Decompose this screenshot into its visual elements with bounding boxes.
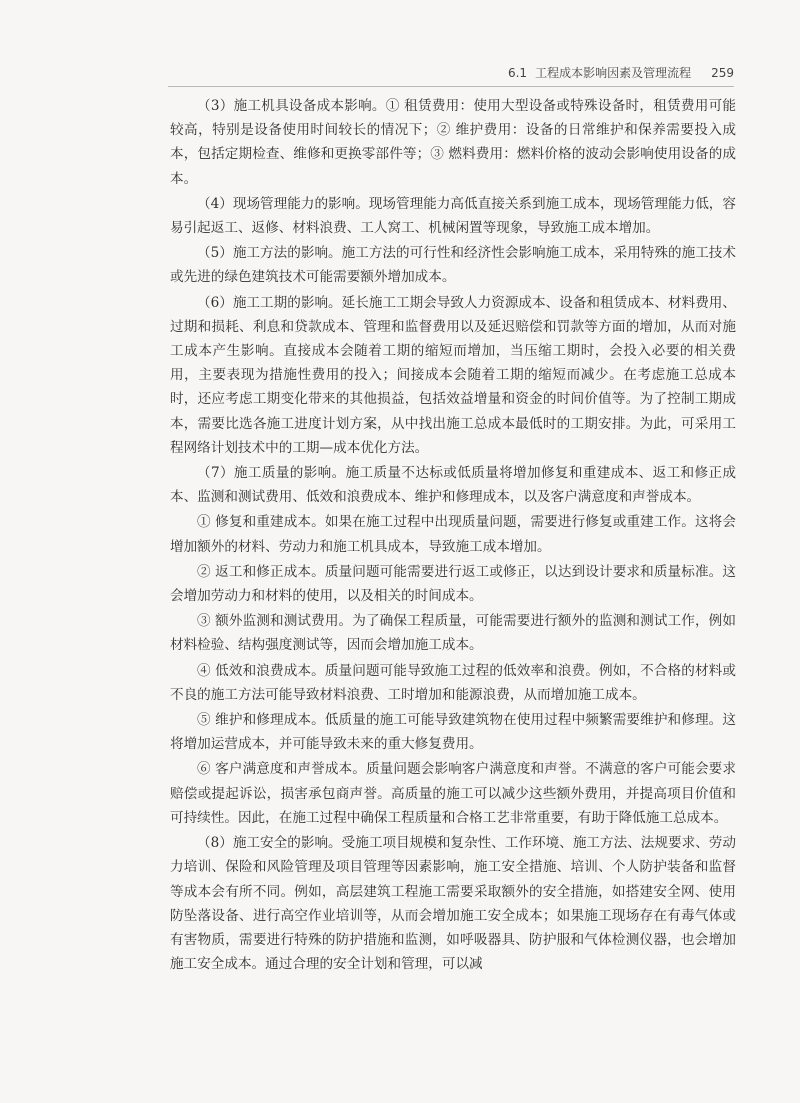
- paragraph-rework: ② 返工和修正成本。质量问题可能需要进行返工或修正，以达到设计要求和质量标准。这会增加劳动力和材料的使用，以及相关的时间成本。: [170, 563, 736, 605]
- paragraph-site-management: （4）现场管理能力的影响。现场管理能力高低直接关系到施工成本，现场管理能力低，容易引起返工、返修、材料浪费、工人窝工、机械闲置等现象，导致施工成本增加。: [170, 195, 736, 237]
- page-body: [170, 94, 736, 977]
- paragraph-inefficiency-waste: ④ 低效和浪费成本。质量问题可能导致施工过程的低效率和浪费。例如，不合格的材料或不良的施工方法可能导致材料浪费、工时增加和能源浪费，从而增加施工成本。: [170, 662, 736, 703]
- chapter-title: 工程成本影响因素及管理流程: [535, 66, 692, 80]
- paragraph-repair-rebuild: ① 修复和重建成本。如果在施工过程中出现质量问题，需要进行修复或重建工作。这将会增加额外的材料、劳动力和施工机具成本，导致施工成本增加。: [170, 514, 736, 555]
- paragraph-construction-period: （6）施工工期的影响。延长施工工期会导致人力资源成本、设备和租赁成本、材料费用、过期和损耗、利息和贷款成本、管理和监督费用以及延迟赔偿和罚款等方面的增加，从而对施工成本产生影响。直接成本会随着工期的缩短而增加，当压缩工期时，会投入必要的相关费用，主要表现为措施性费用的投入；间接成本会随着工期的缩短而减少。在考虑施工总成本时，还应考虑工期变化带来的其他损益，包括效益增量和资金的时间价值等。为了控制工期成本，需要比选各施工进度计划方案，从中找出施工总成本最低时的工期安排。为此，可采用工程网络计划技术中的工期—成本优化方法。: [170, 294, 736, 456]
- paragraph-maintenance: ⑤ 维护和修理成本。低质量的施工可能导致建筑物在使用过程中频繁需要维护和修理。这将增加运营成本，并可能导致未来的重大修复费用。: [170, 712, 736, 753]
- page-number: 259: [711, 66, 734, 80]
- paragraph-monitoring-testing: ③ 额外监测和测试费用。为了确保工程质量，可能需要进行额外的监测和测试工作，例如材料检验、结构强度测试等，因而会增加施工成本。: [170, 613, 736, 654]
- running-header: [0, 64, 734, 81]
- paragraph-construction-quality: （7）施工质量的影响。施工质量不达标或低质量将增加修复和重建成本、返工和修正成本、监测和测试费用、低效和浪费成本、维护和修理成本，以及客户满意度和声誉成本。: [170, 465, 736, 506]
- header-rule: [168, 86, 734, 87]
- paragraph-equipment-cost: （3）施工机具设备成本影响。① 租赁费用：使用大型设备或特殊设备时，租赁费用可能较高，特别是设备使用时间较长的情况下；② 维护费用：设备的日常维护和保养需要投入成本，包括定期检查、维修和更换零部件等；③ 燃料费用：燃料价格的波动会影响使用设备的成本。: [170, 98, 736, 187]
- paragraph-construction-method: （5）施工方法的影响。施工方法的可行性和经济性会影响施工成本，采用特殊的施工技术或先进的绿色建筑技术可能需要额外增加成本。: [170, 245, 736, 286]
- paragraph-construction-safety: （8）施工安全的影响。受施工项目规模和复杂性、工作环境、施工方法、法规要求、劳动力培训、保险和风险管理及项目管理等因素影响，施工安全措施、培训、个人防护装备和监督等成本会有所不同。例如，高层建筑工程施工需要采取额外的安全措施，如搭建安全网、使用防坠落设备、进行高空作业培训等，从而会增加施工安全成本；如果施工现场存在有毒气体或有害物质，需要进行特殊的防护措施和监测，如呼吸器具、防护服和气体检测仪器，也会增加施工安全成本。通过合理的安全计划和管理，可以减: [170, 835, 736, 973]
- paragraph-reputation: ⑥ 客户满意度和声誉成本。质量问题会影响客户满意度和声誉。不满意的客户可能会要求赔偿或提起诉讼，损害承包商声誉。高质量的施工可以减少这些额外费用，并提高项目价值和可持续性。因此，在施工过程中确保工程质量和合格工艺非常重要，有助于降低施工总成本。: [170, 761, 736, 826]
- section-number: 6.1: [507, 66, 528, 80]
